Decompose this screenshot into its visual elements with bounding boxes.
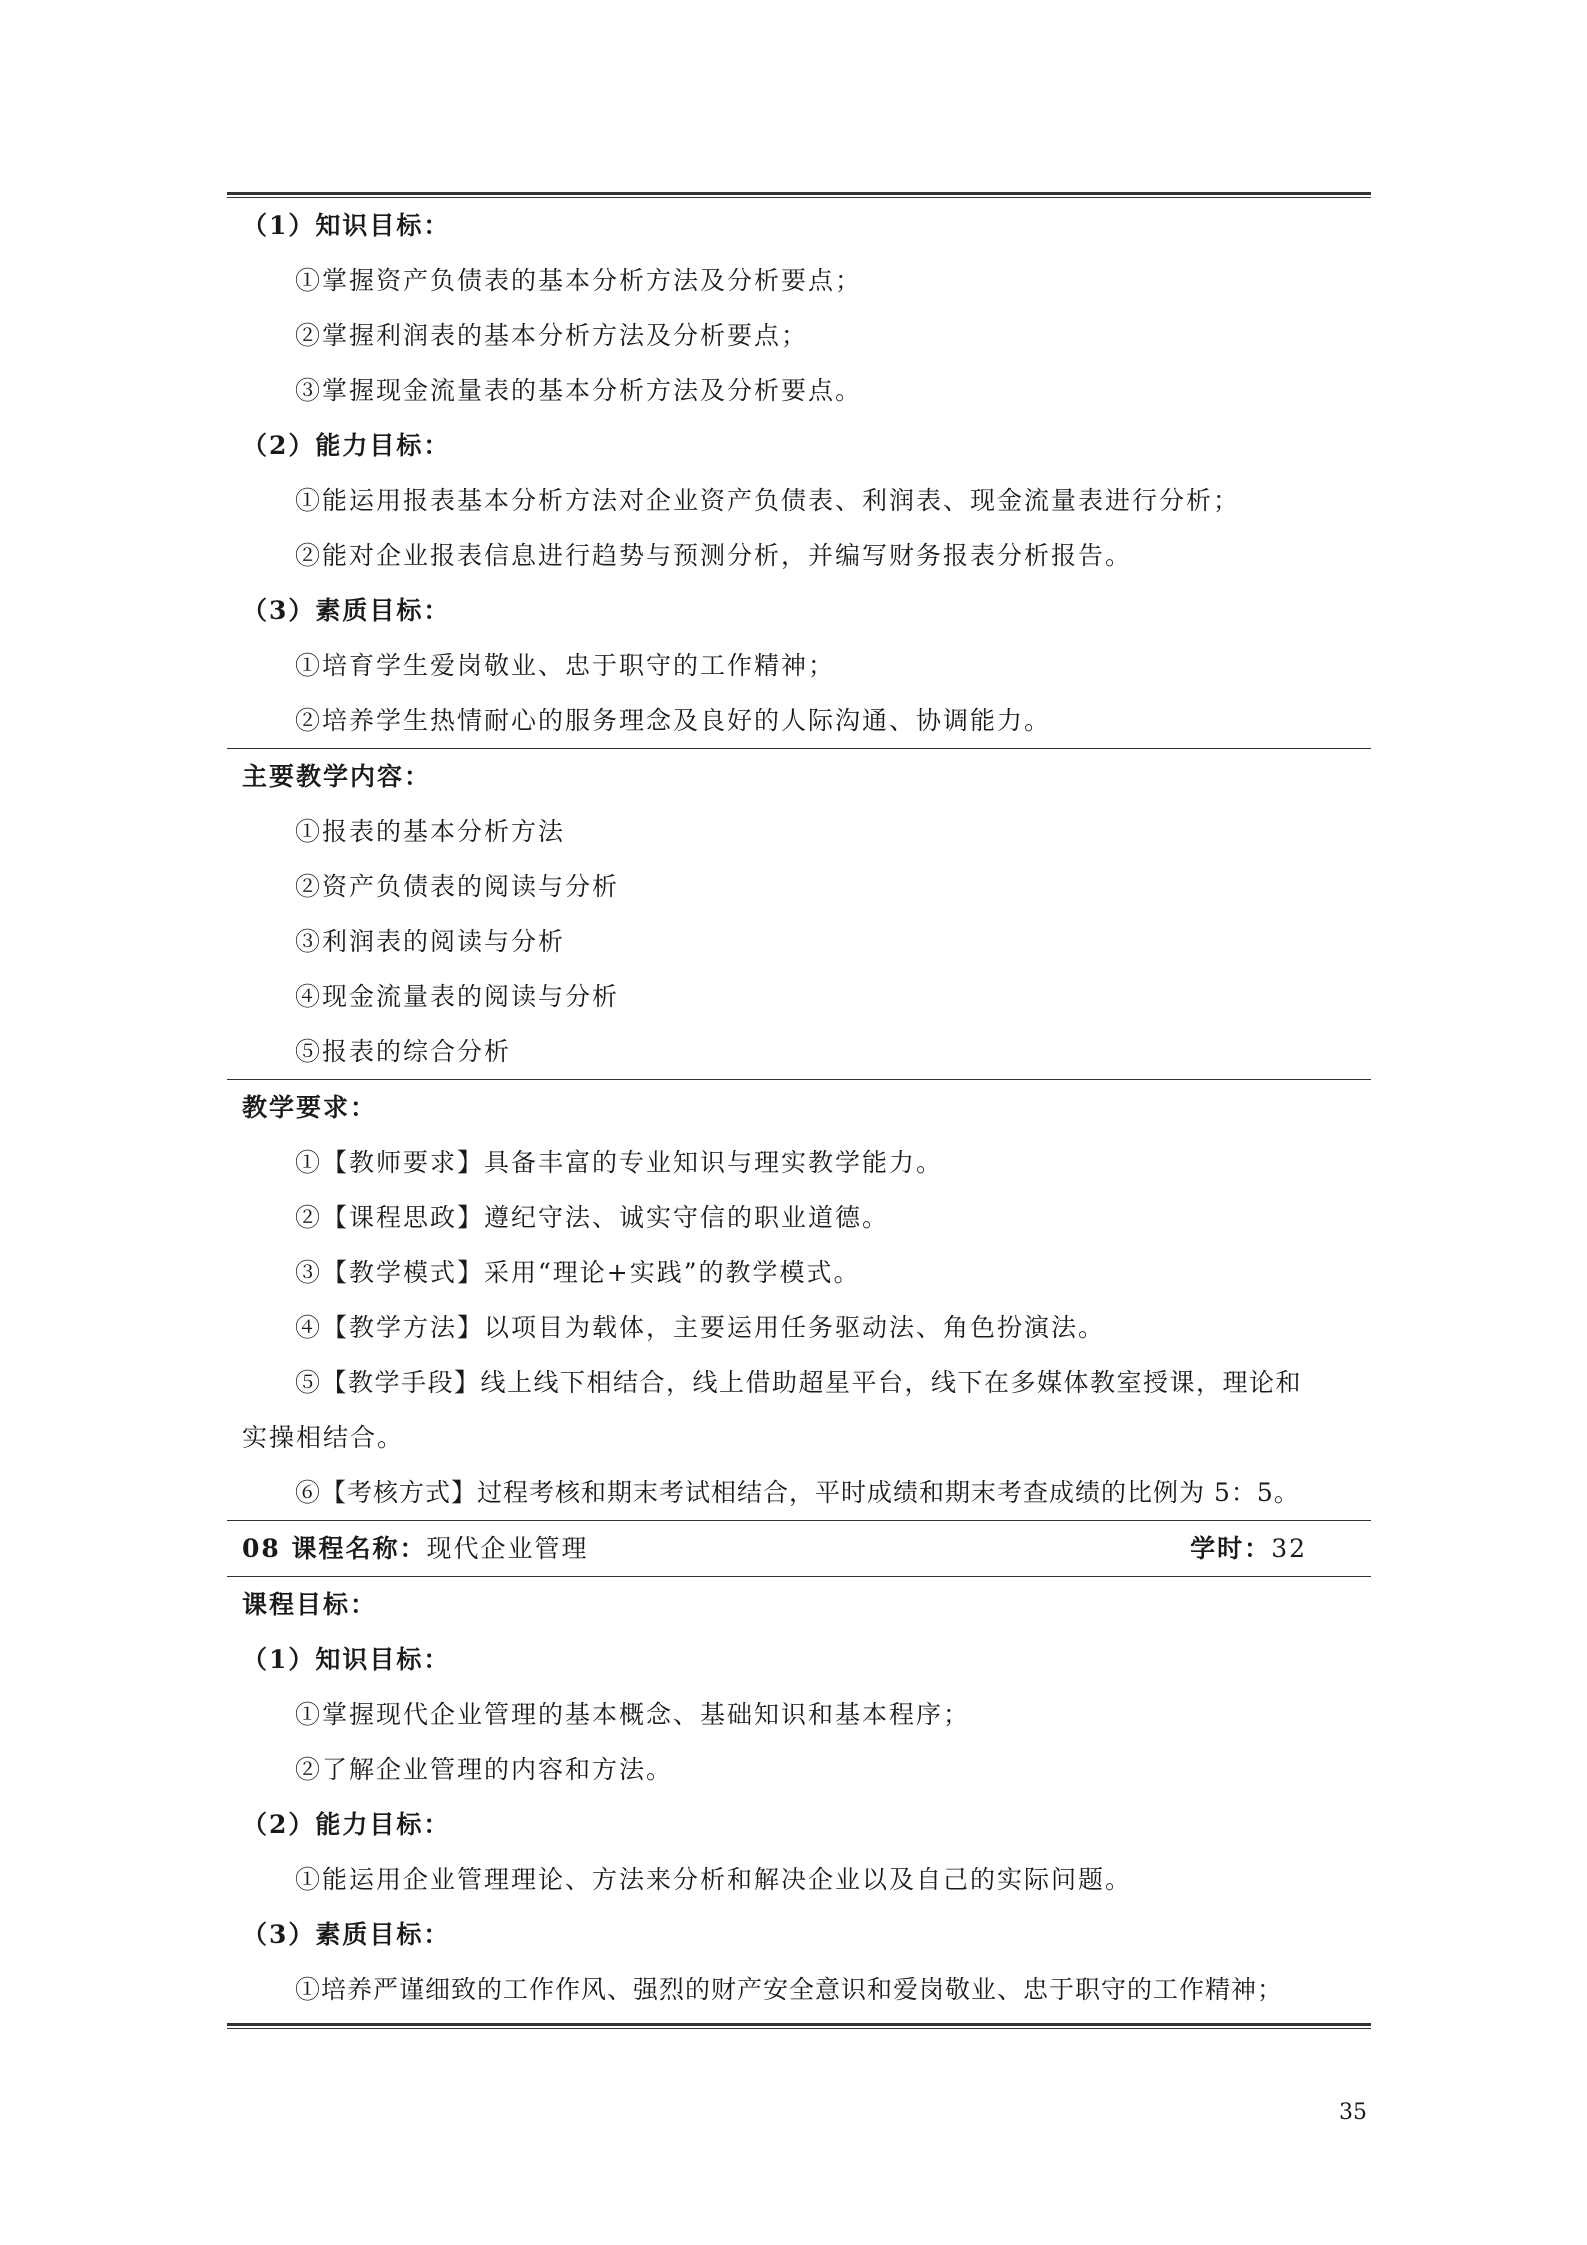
course-name-label: 08 课程名称： (242, 1534, 427, 1563)
list-item: ①培育学生爱岗敬业、忠于职守的工作精神； (295, 651, 836, 680)
ability-heading: （2）能力目标： (242, 431, 451, 460)
document-table (227, 192, 1371, 2029)
list-item-continuation: 实操相结合。 (242, 1423, 405, 1452)
list-item: ③利润表的阅读与分析 (295, 927, 566, 956)
course-name-value: 现代企业管理 (426, 1534, 589, 1563)
list-item: ②能对企业报表信息进行趋势与预测分析，并编写财务报表分析报告。 (295, 541, 1133, 570)
quality-heading: （3）素质目标： (242, 1920, 451, 1949)
list-item: ②了解企业管理的内容和方法。 (295, 1755, 674, 1784)
list-item: ①培养严谨细致的工作作风、强烈的财产安全意识和爱岗敬业、忠于职守的工作精神； (295, 1975, 1284, 2004)
course08-goals-section (227, 1577, 1371, 2017)
course-name-cell (242, 1521, 589, 1576)
course-hours-label: 学时： (1190, 1534, 1272, 1563)
goals-heading: 课程目标： (242, 1590, 378, 1619)
course-hours-cell (1190, 1521, 1307, 1576)
content-section (227, 749, 1371, 1079)
requirements-heading: 教学要求： (242, 1093, 378, 1122)
list-item: ①能运用企业管理理论、方法来分析和解决企业以及自己的实际问题。 (295, 1865, 1133, 1894)
course-header-row (227, 1521, 1371, 1576)
list-item: ⑤【教学手段】线上线下相结合，线上借助超星平台，线下在多媒体教室授课，理论和 (295, 1368, 1303, 1397)
list-item: ⑤报表的综合分析 (295, 1037, 512, 1066)
ability-heading: （2）能力目标： (242, 1810, 451, 1839)
list-item: ③掌握现金流量表的基本分析方法及分析要点。 (295, 376, 863, 405)
list-item: ③【教学模式】采用“理论+实践”的教学模式。 (295, 1258, 861, 1287)
quality-heading: （3）素质目标： (242, 596, 451, 625)
list-item: ①掌握资产负债表的基本分析方法及分析要点； (295, 266, 863, 295)
list-item: ⑥【考核方式】过程考核和期末考试相结合，平时成绩和期末考查成绩的比例为 5：5。 (295, 1478, 1300, 1507)
list-item: ①能运用报表基本分析方法对企业资产负债表、利润表、现金流量表进行分析； (295, 486, 1241, 515)
knowledge-heading: （1）知识目标： (242, 211, 451, 240)
list-item: ①【教师要求】具备丰富的专业知识与理实教学能力。 (295, 1148, 944, 1177)
list-item: ②掌握利润表的基本分析方法及分析要点； (295, 321, 809, 350)
list-item: ④【教学方法】以项目为载体，主要运用任务驱动法、角色扮演法。 (295, 1313, 1106, 1342)
knowledge-heading: （1）知识目标： (242, 1645, 451, 1674)
content-heading: 主要教学内容： (242, 762, 432, 791)
list-item: ②资产负债表的阅读与分析 (295, 872, 620, 901)
table-bottom-rule (227, 2023, 1371, 2029)
course-hours-value: 32 (1271, 1534, 1307, 1563)
goals-section (227, 198, 1371, 748)
list-item: ①报表的基本分析方法 (295, 817, 566, 846)
list-item: ④现金流量表的阅读与分析 (295, 982, 620, 1011)
list-item: ②【课程思政】遵纪守法、诚实守信的职业道德。 (295, 1203, 890, 1232)
list-item: ①掌握现代企业管理的基本概念、基础知识和基本程序； (295, 1700, 971, 1729)
list-item: ②培养学生热情耐心的服务理念及良好的人际沟通、协调能力。 (295, 706, 1052, 735)
requirements-section (227, 1080, 1371, 1520)
page-number: 35 (1339, 2100, 1367, 2125)
